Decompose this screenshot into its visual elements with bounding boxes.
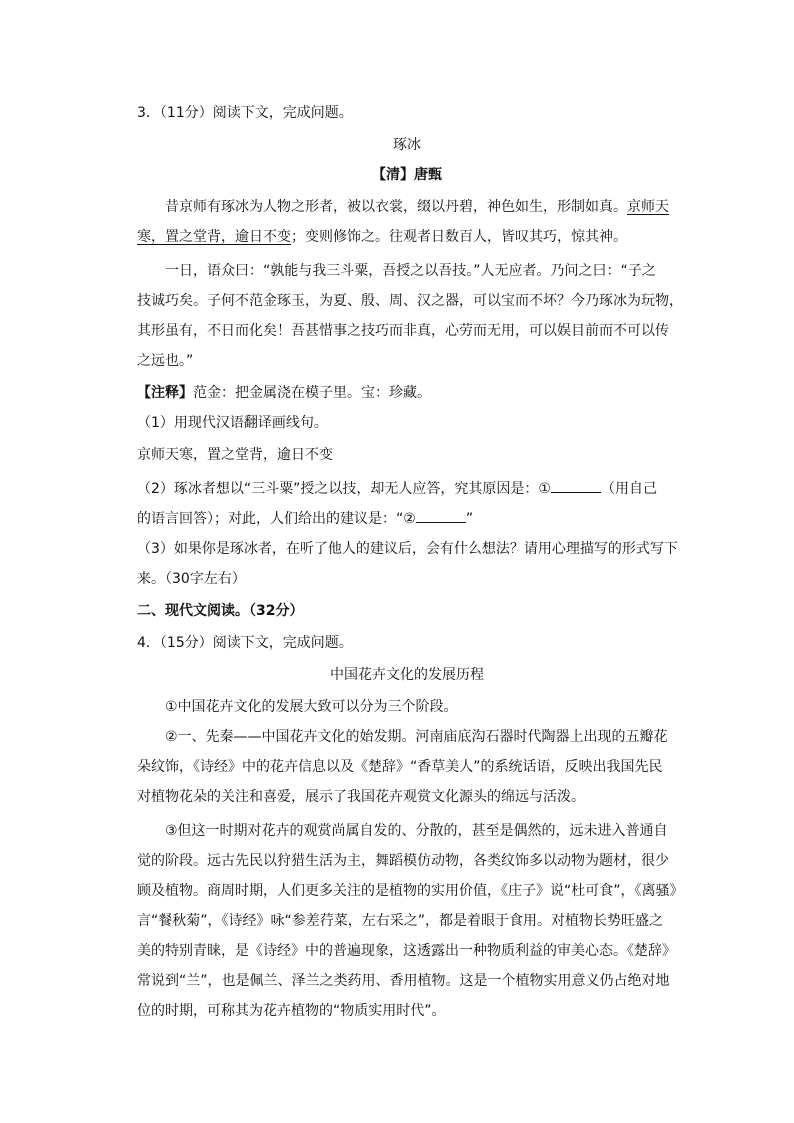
annotation-label: 【注释】 [137,385,193,401]
article-paragraph-2-line-2: 朵纹饰，《诗经》中的花卉信息以及《楚辞》“香草美人”的系统话语，反映出我国先民 [137,759,663,775]
sub-question-3-line-2: 来。（30字左右） [137,571,246,587]
article-paragraph-3-line-3: 顾及植物。商周时期，人们更多关注的是植物的实用价值，《庄子》说“杜可食”，《离骚》 [137,883,684,899]
article-paragraph-3-line-2: 觉的阶段。远古先民以狩猎生活为主，舞蹈模仿动物，各类纹饰多以动物为题材，很少 [137,853,669,869]
article-paragraph-2-line-1: ②一、先秦——中国花卉文化的始发期。河南庙底沟石器时代陶器上出现的五瓣花 [165,729,668,745]
passage-paragraph-2-line-4: 之远也。” [137,353,194,369]
answer-blank-1[interactable] [551,478,601,493]
passage-paragraph-1-line-1 [165,198,677,216]
passage-paragraph-2-line-2: 技诚巧矣。子何不范金琢玉，为夏、殷、周、汉之器，可以宝而不坏？今乃琢冰为玩物， [137,293,683,309]
sub-question-2-line-1 [137,478,677,498]
sub-question-2-text: 的语言回答）；对此，人们给出的建议是：“② [137,511,416,527]
article-paragraph-3-line-4: 言“餐秋菊”，《诗经》咏“参差荇菜，左右采之”，都是着眼于食用。对植物长势旺盛之 [137,913,664,929]
annotation [137,384,677,402]
passage-text: ；变则修饰之。往观者日数百人，皆叹其巧，惊其神。 [291,229,627,245]
article-paragraph-2-line-3: 对植物花朵的关注和喜爱，展示了我国花卉观赏文化源头的绵远与活泼。 [137,789,585,805]
sub-question-2-text: ” [465,511,474,527]
poem-author: 【清】唐甄 [372,167,442,183]
sub-question-2-text: （2）琢冰者想以“三斗粟”授之以技，却无人应答，究其原因是：① [137,481,551,497]
article-paragraph-3-line-7: 位的时期，可称其为花卉植物的“物质实用时代”。 [137,1003,446,1019]
answer-blank-2[interactable] [416,508,466,523]
passage-paragraph-2-line-1: 一日，语众曰：“孰能与我三斗粟，吾授之以吾技。”人无应者。乃问之曰：“子之 [165,263,656,279]
passage-paragraph-2-line-3: 其形虽有，不日而化矣！吾甚惜事之技巧而非真，心劳而无用，可以娱目前而不可以传 [137,323,669,339]
underlined-sentence: 京师天 [627,199,669,215]
article-paragraph-3-line-6: 常说到“兰”，也是佩兰、泽兰之类药用、香用植物。这是一个植物实用意义仍占绝对地 [137,973,670,989]
sub-question-1: （1）用现代汉语翻译画线句。 [137,415,328,431]
annotation-text: 范金：把金属浇在模子里。宝：珍藏。 [193,385,431,401]
sub-question-1-sentence: 京师天寒，置之堂背，逾日不变 [137,447,333,463]
article-paragraph-3-line-5: 美的特别青睐，是《诗经》中的普遍现象，这透露出一种物质利益的审美心态。《楚辞》 [137,943,676,959]
sub-question-2-text: （用自己 [600,481,657,497]
sub-question-2-line-2 [137,508,677,528]
poem-title: 琢冰 [393,137,421,153]
question-3-header: 3．（11分）阅读下文，完成问题。 [137,105,353,121]
article-title: 中国花卉文化的发展历程 [330,667,484,683]
article-paragraph-1: ①中国花卉文化的发展大致可以分为三个阶段。 [165,699,458,715]
article-paragraph-3-line-1: ③但这一时期对花卉的观赏尚属自发的、分散的，甚至是偶然的，远未进入普通自 [165,823,668,839]
section-2-heading: 二、现代文阅读。（32分） [137,603,304,619]
sub-question-3-line-1: （3）如果你是琢冰者，在听了他人的建议后，会有什么想法？请用心理描写的形式写下 [137,541,678,557]
passage-paragraph-1-line-2 [137,228,677,246]
question-4-header: 4．（15分）阅读下文，完成问题。 [137,635,353,651]
underlined-sentence: 寒，置之堂背，逾日不变 [137,229,291,245]
passage-text: 昔京师有琢冰为人物之形者，被以衣裳，缀以丹碧，神色如生，形制如真。 [165,199,627,215]
